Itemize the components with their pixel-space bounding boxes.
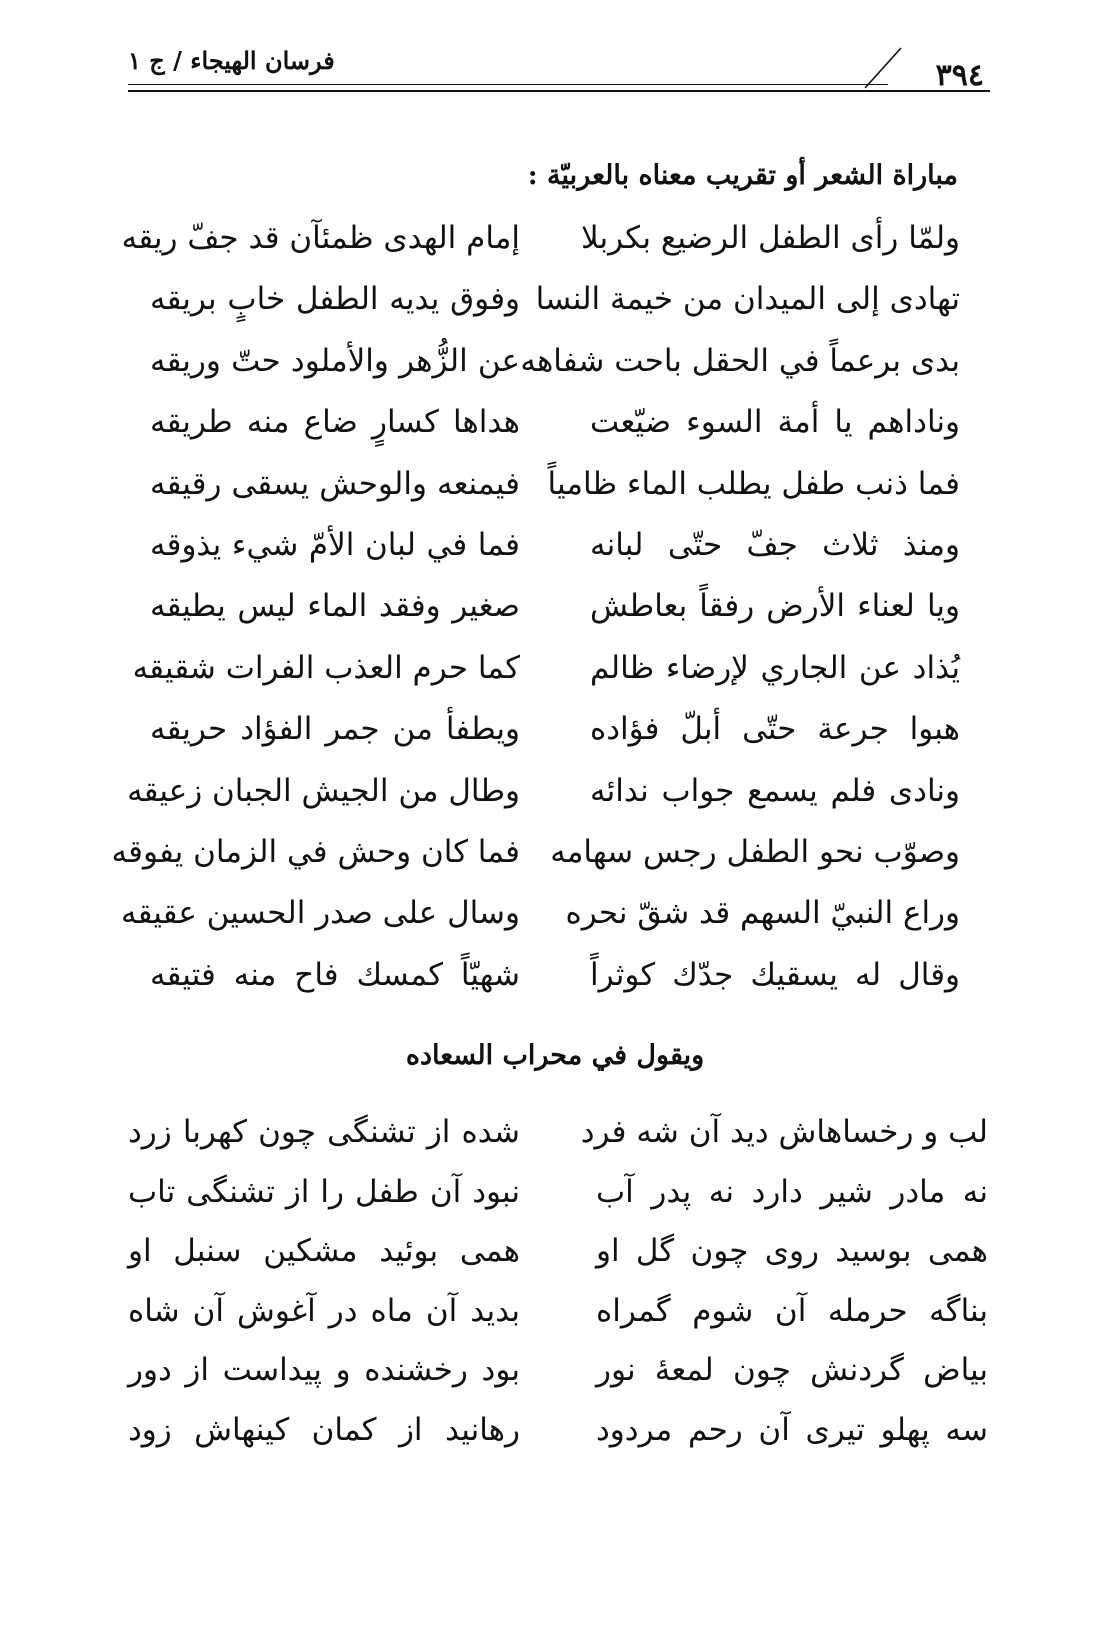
page-number: ٣٩٤ [935,58,984,93]
verse-second-hemistich: عن الزُّهر والأملود حتّ وريقه [150,342,520,379]
verse-row [111,830,960,891]
verse-second-hemistich: كما حرم العذب الفرات شقيقه [132,649,520,686]
verse-row [150,953,960,1014]
verse-second-hemistich: نبود آن طفل را از تشنگى تاب [128,1173,520,1210]
header-rule [128,90,990,92]
verse-row [128,1229,988,1289]
verse-second-hemistich: صغير وفقد الماء ليس يطيقه [150,588,520,625]
verse-second-hemistich: رهانيد از كمان كينهاش زود [128,1411,520,1448]
verse-row [128,1170,988,1230]
verse-first-hemistich: سه پهلو تيرى آن رحم مردود [596,1411,988,1448]
verse-second-hemistich: فيمنعه والوحش يسقى رقيقه [150,465,520,502]
verse-second-hemistich: بود رخشنده و پيداست از دور [128,1352,520,1389]
verse-first-hemistich: وناداهم يا أمة السوء ضيّعت [590,404,960,441]
persian-poem [128,1110,988,1468]
page-header [128,40,990,94]
verse-row [121,216,960,277]
verse-row [150,462,960,523]
verse-row [128,1348,988,1408]
verse-second-hemistich: هداها كسارٍ ضاع منه طريقه [150,404,520,441]
verse-second-hemistich: وفوق يديه الطفل خابٍ بريقه [150,281,520,318]
verse-second-hemistich: شهيّاً كمسك فاح منه فتيقه [150,956,520,993]
verse-first-hemistich: يُذاد عن الجاري لإرضاء ظالم [590,649,960,686]
verse-first-hemistich: وصوّب نحو الطفل رجس سهامه [550,833,960,870]
verse-first-hemistich: ولمّا رأى الطفل الرضيع بكربلا [580,220,960,256]
verse-row [127,769,960,830]
verse-first-hemistich: هبوا جرعة حتّى أبلّ فؤاده [590,711,960,748]
verse-first-hemistich: وراع النبيّ السهم قد شقّ نحره [565,895,960,932]
verse-first-hemistich: وقال له يسقيك جدّك كوثراً [590,956,960,993]
verse-row [150,584,960,645]
verse-first-hemistich: بياض گردنش چون لمعهٔ نور [596,1352,988,1389]
verse-first-hemistich: ومنذ ثلاث جفّ حتّى لبانه [590,526,960,563]
verse-row [120,891,960,952]
verse-first-hemistich: ويا لعناء الأرض رفقاً بعاطش [590,588,960,625]
arabic-poem [111,216,960,1014]
verse-first-hemistich: بدى برعماً في الحقل باحت شفاهه [520,342,960,379]
verse-second-hemistich: وطال من الجيش الجبان زعيقه [127,772,520,809]
verse-row [150,277,960,338]
verse-row [150,707,960,768]
verse-first-hemistich: فما ذنب طفل يطلب الماء ظامياً [547,465,960,502]
verse-row [150,400,960,461]
header-thin-rule [128,84,888,85]
verse-row [150,523,960,584]
verse-row [128,1408,988,1468]
verse-row [132,646,960,707]
verse-first-hemistich: بناگه حرمله آن شوم گمراه [596,1292,988,1329]
verse-second-hemistich: شده از تشنگى چون كهربا زرد [128,1114,520,1150]
verse-second-hemistich: بديد آن ماه در آغوش آن شاه [128,1292,520,1329]
verse-second-hemistich: إمام الهدى ظمئآن قد جفّ ريقه [121,220,520,256]
section-heading-persian-poem: ويقول في محراب السعاده [405,1040,705,1071]
verse-second-hemistich: ويطفأ من جمر الفؤاد حريقه [150,711,520,748]
verse-second-hemistich: فما كان وحش في الزمان يفوقه [111,833,520,870]
verse-second-hemistich: فما في لبان الأمّ شيء يذوقه [150,526,520,563]
verse-second-hemistich: همى بوئيد مشكين سنبل او [128,1233,520,1270]
verse-second-hemistich: وسال على صدر الحسين عقيقه [120,895,520,932]
verse-first-hemistich: لب و رخساهاش ديد آن شه فرد [580,1114,988,1150]
verse-row [128,1110,988,1170]
verse-row [128,1289,988,1349]
section-heading-arabic-rendering: مباراة الشعر أو تقريب معناه بالعربيّة : [527,160,958,191]
verse-first-hemistich: همى بوسيد روى چون گل او [596,1233,988,1270]
verse-first-hemistich: ونادى فلم يسمع جواب ندائه [590,772,960,809]
verse-first-hemistich: نه مادر شير دارد نه پدر آب [596,1173,988,1210]
verse-row [150,339,960,400]
running-book-title: فرسان الهيجاء / ج ١ [128,46,335,75]
verse-first-hemistich: تهادى إلى الميدان من خيمة النسا [535,281,960,318]
